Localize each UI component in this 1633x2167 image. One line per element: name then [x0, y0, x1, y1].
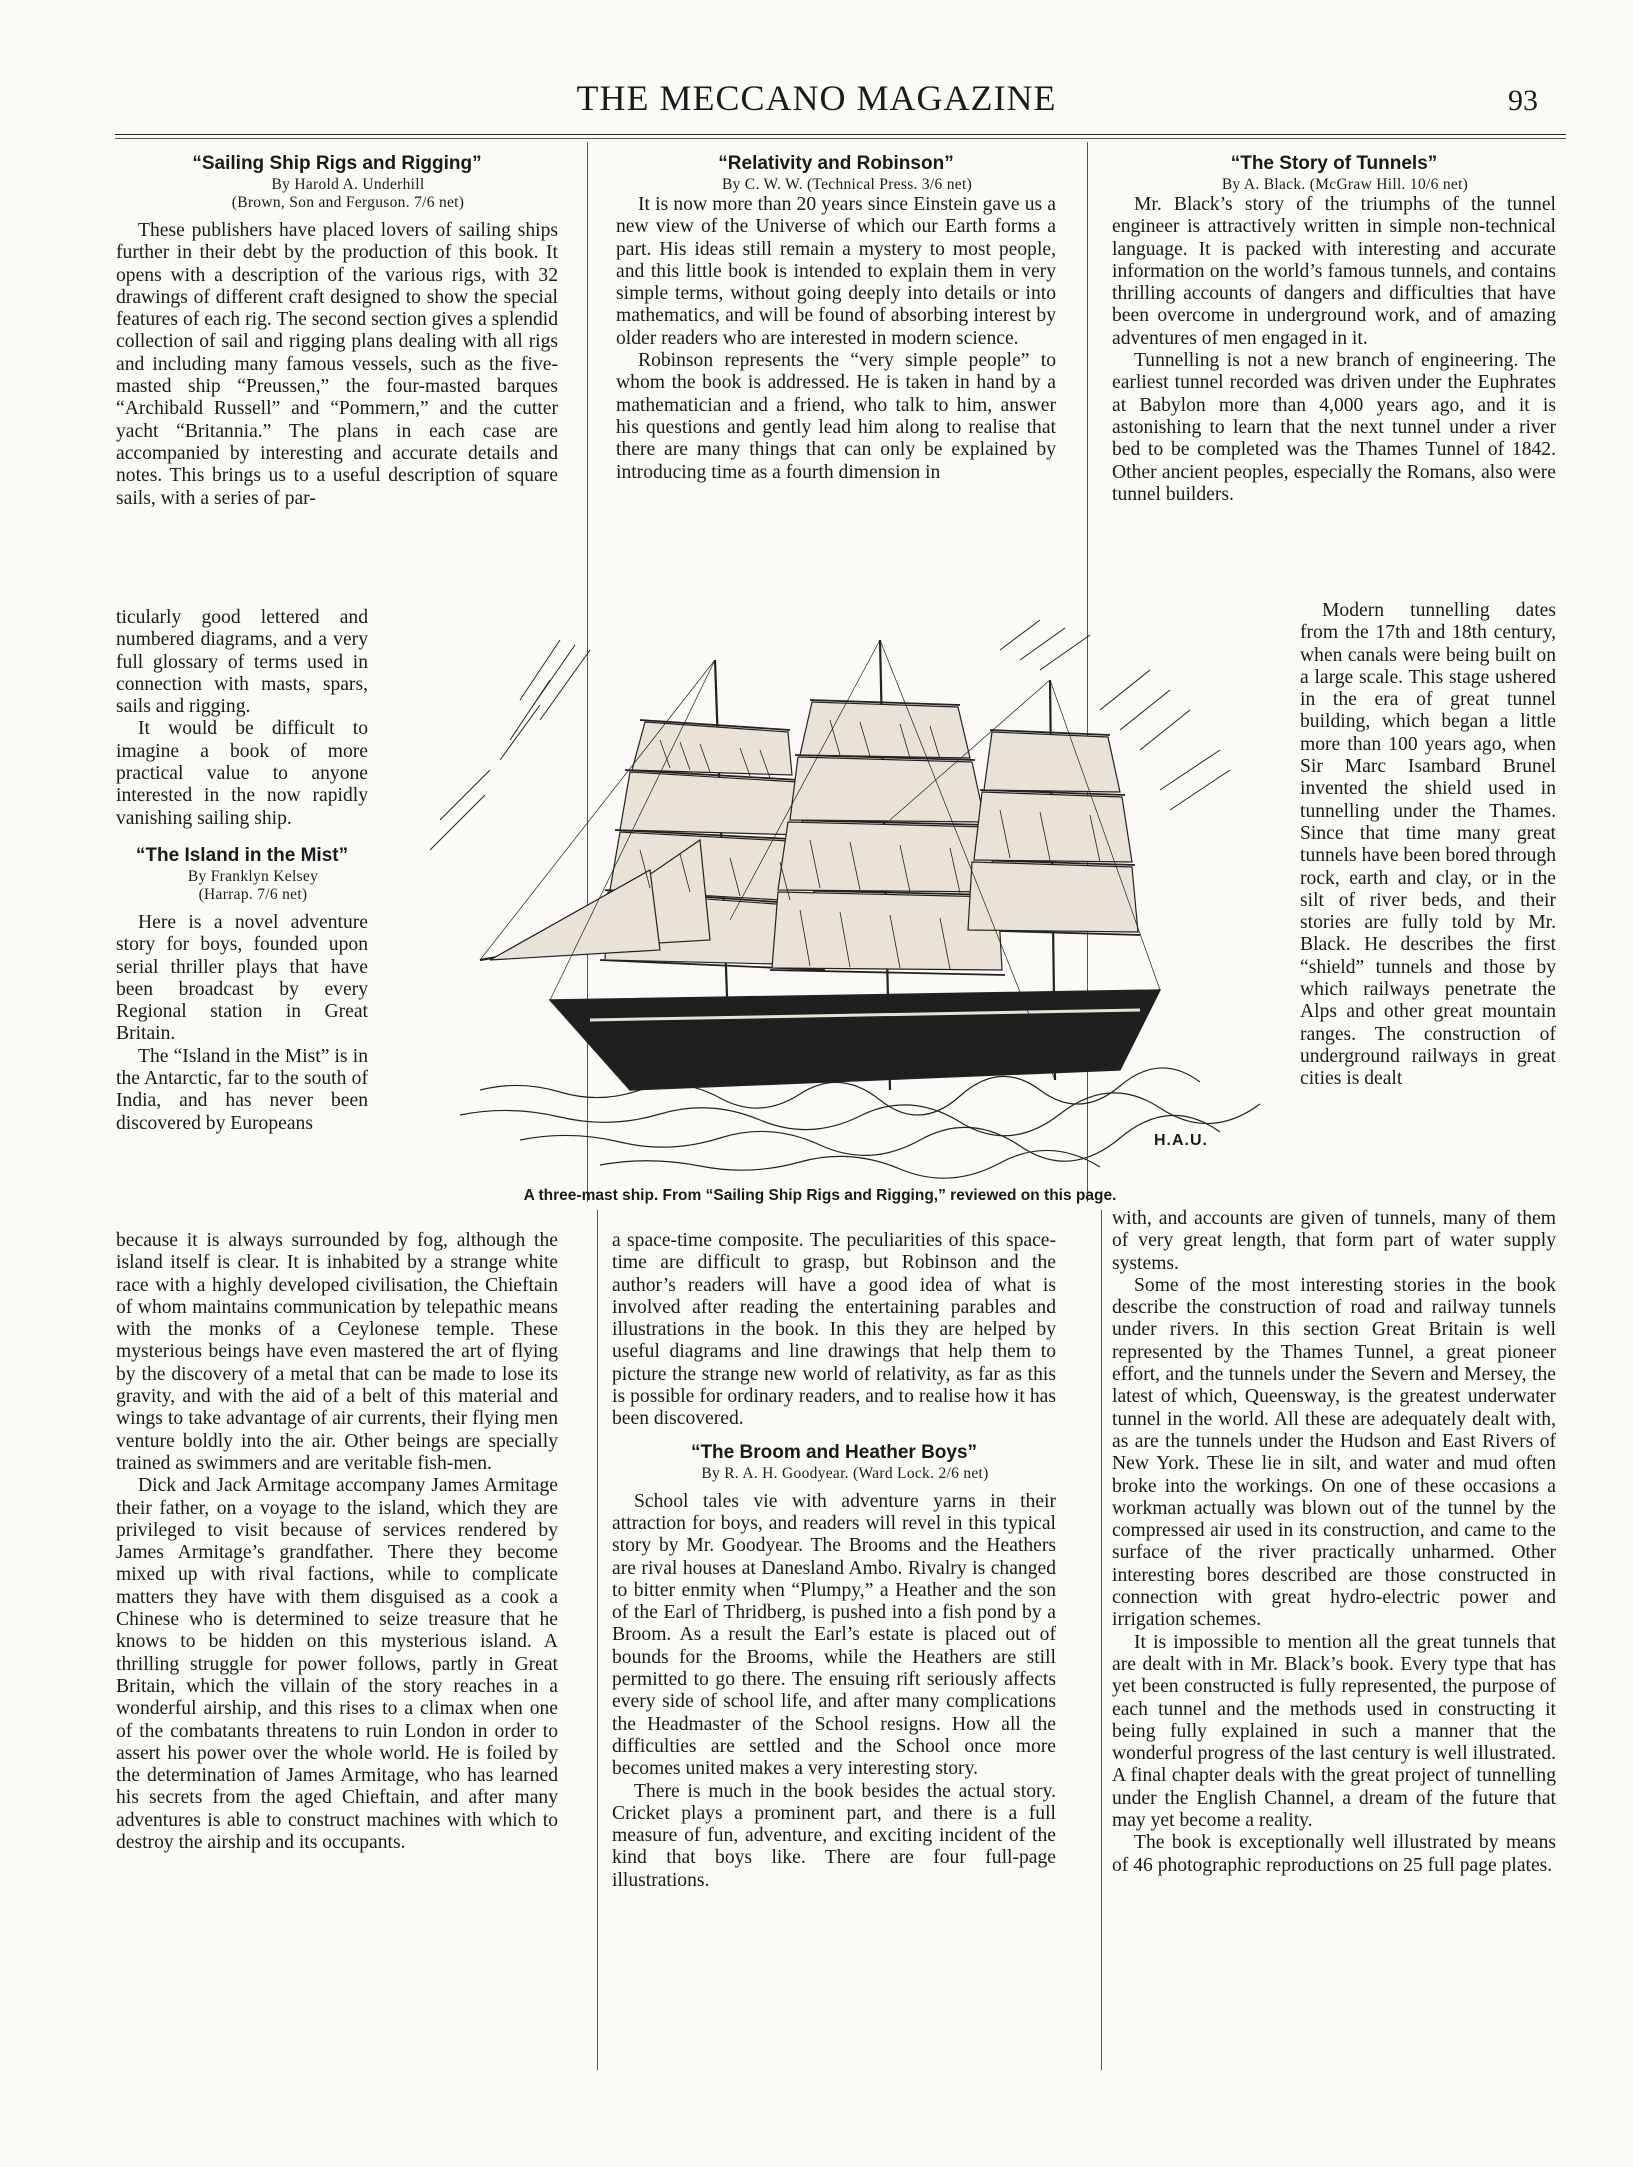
review-author: By R. A. H. Goodyear. (Ward Lock. 2/6 net) — [701, 1464, 989, 1482]
review-paragraph: Some of the most interesting stories in the book describe the construction of road and railway tunnels under rivers. In this section Great Britain is well represented by the Thames Tunnel, a great pioneer effort, and the tunnels under the Severn and Mersey, the latest of which, Queensway, is the greatest underwater tunnel in the world. All these are adequately dealt with, as are the tunnels under the Hudson and East Rivers of New York. These lie in silt, and water and mud often broke into the workings. On one of these occasions a workman actually was blown out of the tunnel by the compressed air used in its construction, and came to the surface of the river practically unharmed. Other interesting bores described are those constructed in connection with great hydro-electric power and irrigation schemes. — [1112, 1274, 1556, 1631]
column-2-bottom — [612, 1230, 1056, 1892]
review-paragraph: The “Island in the Mist” is in the Antarctic, far to the south of India, and has never been discovered by Europeans — [116, 1045, 368, 1134]
column-divider — [597, 1210, 598, 2070]
column-3-narrow — [1300, 600, 1556, 1091]
review-author: By C. W. W. (Technical Press. 3/6 net) — [721, 176, 973, 193]
review-title: “The Island in the Mist” — [135, 844, 349, 866]
review-author: By Franklyn Kelsey — [187, 867, 319, 885]
illustration-caption: A three-mast ship. From “Sailing Ship Rigs and Rigging,” reviewed on this page. — [523, 1187, 1117, 1204]
review-paragraph: with, and accounts are given of tunnels, many of them of very great length, that form part of water supply systems. — [1112, 1208, 1556, 1274]
review-author: By A. Black. (McGraw Hill. 10/6 net) — [1221, 176, 1469, 193]
review-paragraph: a space-time composite. The peculiarities of this space-time are difficult to grasp, but Robinson and the author’s readers will have a good idea of what is involved after reading the entertaining parables and illustrations in the book. In this they are helped by useful diagrams and line drawings that help them to picture the strange new world of relativity, as far as this is possible for ordinary readers, and to realise how it has been discovered. — [612, 1230, 1056, 1430]
review-paragraph: It is impossible to mention all the great tunnels that are dealt with in Mr. Black’s book. Every type that has yet been constructed is fully represented, the purpose of each tunnel and the methods used in constructing it being fully explained in such a manner that the wonderful progress of the last century is well illustrated. A final chapter deals with the great project of tunnelling under the English Channel, a dream of the future that may yet become a reality. — [1112, 1631, 1556, 1832]
review-paragraph: ticularly good lettered and numbered diagrams, and a very full glossary of terms used in connection with masts, spars, sails and rigging. — [116, 607, 368, 718]
ship-hull — [550, 990, 1160, 1090]
review-paragraph: These publishers have placed lovers of sailing ships further in their debt by the production of this book. It opens with a description of the various rigs, with 32 drawings of different craft designed to show the special features of each rig. The second section gives a splendid collection of sail and rigging plans dealing with all rigs and including many famous vessels, such as the five-masted ship “Preussen,” the four-masted barques “Archibald Russell” and “Pommern,” and the cutter yacht “Britannia.” The plans in each case are accompanied by interesting and accurate details and notes. This brings us to a useful description of square sails, with a series of par- — [116, 220, 558, 509]
page-number: 93 — [1508, 84, 1538, 117]
review-paragraph: The book is exceptionally well illustrated by means of 46 photographic reproductions on 25 full page plates. — [1112, 1832, 1556, 1876]
review-paragraph: Modern tunnelling dates from the 17th and 18th century, when canals were being built on a large scale. This stage ushered in the era of great tunnel building, which began a little more than 100 years ago, when Sir Marc Isambard Brunel invented the shield used in tunnelling under the Thames. Since that time many great tunnels have been bored through rock, earth and clay, or in the silt of river beds, and their stories are fully told by Mr. Black. He describes the first “shield” tunnels and those by which railways penetrate the Alps and other great mountain ranges. The construction of underground railways in great cities is dealt — [1300, 600, 1556, 1090]
review-title: “The Story of Tunnels” — [1230, 153, 1438, 174]
column-3-bottom — [1112, 1208, 1556, 1877]
header-rule — [115, 134, 1566, 139]
column-1-bottom — [116, 1230, 558, 1854]
review-paragraph: Mr. Black’s story of the triumphs of the tunnel engineer is attractively written in simple non-technical language. It is packed with interesting and accurate information on the world’s famous tunnels, and contains thrilling accounts of dangers and difficulties that have been overcome in underground work, and of amazing adventures of men engaged in it. — [1112, 194, 1556, 349]
page-header-title: THE MECCANO MAGAZINE — [576, 78, 1057, 118]
review-paragraph: Robinson represents the “very simple people” to whom the book is addressed. He is taken in hand by a mathematician and a friend, who talk to him, answer his questions and gently lead him along to realise that there are many things that can only be explained by introducing time as a fourth dimension in — [616, 350, 1056, 483]
column-1-narrow — [116, 607, 368, 1135]
review-title: “Relativity and Robinson” — [718, 153, 954, 174]
column-divider — [1101, 1210, 1102, 2070]
sails — [490, 702, 1138, 970]
review-paragraph: It would be difficult to imagine a book of more practical value to anyone interested in the now rapidly vanishing sailing ship. — [116, 718, 368, 829]
review-paragraph: Here is a novel adventure story for boys, founded upon serial thriller plays that have been broadcast by every Regional station in Great Britain. — [116, 911, 368, 1045]
review-title: “Sailing Ship Rigs and Rigging” — [192, 153, 482, 174]
column-1 — [116, 152, 558, 510]
review-paragraph: There is much in the book besides the actual story. Cricket plays a prominent part, and there is a full measure of fun, adventure, and exciting incident of the kind that boys like. There are four full-page illustrations. — [612, 1780, 1056, 1891]
review-paragraph: Tunnelling is not a new branch of engineering. The earliest tunnel recorded was driven under the Euphrates at Babylon more than 4,000 years ago, and it is astonishing to learn that the next tunnel under a river bed to be completed was the Thames Tunnel of 1842. Other ancient peoples, especially the Romans, also were tunnel builders. — [1112, 350, 1556, 505]
review-author: By Harold A. Underhill — [271, 176, 425, 193]
column-3 — [1112, 152, 1556, 506]
sea-waves — [460, 1068, 1260, 1178]
ship-illustration — [400, 620, 1280, 1180]
review-paragraph: It is now more than 20 years since Einstein gave us a new view of the Universe of which our Earth forms a part. His ideas still remain a mystery to most people, and this little book is intended to explain them in very simple terms, without going deeply into details or into mathematics, and will be found of absorbing interest by older readers who are interested in modern science. — [616, 194, 1056, 349]
artist-signature: H.A.U. — [1154, 1132, 1208, 1149]
review-paragraph: because it is always surrounded by fog, although the island itself is clear. It is inhabited by a strange white race with a highly developed civilisation, the Chieftain of whom maintains communication by telepathic means with the monks of a Ceylonese temple. These mysterious beings have even mastered the art of flying by the discovery of a metal that can be made to lose its gravity, and with the aid of a belt of this material and wings to take advantage of air currents, their flying men venture boldly into the air. Other beings are specially trained as swimmers and are veritable fish-men. — [116, 1230, 558, 1474]
column-2 — [616, 152, 1056, 484]
review-publisher: (Harrap. 7/6 net) — [198, 885, 308, 903]
review-paragraph: Dick and Jack Armitage accompany James Armitage their father, on a voyage to the island, which they are privileged to visit because of services rendered by James Armitage’s grandfather. There they become mixed up with rival factions, while to complicate matters they have with them disguised as a cook a Chinese who is determined to seize treasure that he knows to be hidden on this mysterious island. A thrilling struggle for power follows, partly in Great Britain, which the villain of the story reaches in a wonderful airship, and this rises to a climax when one of the combatants threatens to ruin London in order to assert his power over the whole world. He is foiled by the determination of James Armitage, who has learned his secrets from the aged Chieftain, and after many adventures is able to construct machines with which to destroy the airship and its occupants. — [116, 1475, 558, 1854]
review-paragraph: School tales vie with adventure yarns in their attraction for boys, and readers will revel in this typical story by Mr. Goodyear. The Brooms and the Heathers are rival houses at Danesland Ambo. Rivalry is changed to bitter enmity when “Plumpy,” a Heather and the son of the Earl of Thridberg, is pushed into a fish pond by a Broom. As a result the Earl’s estate is placed out of bounds for the Brooms, while the Heathers are still permitted to go there. The ensuing rift seriously affects every side of school life, and after many complications the Headmaster of the School resigns. How all the difficulties are settled and the School once more becomes united makes a very interesting story. — [612, 1490, 1056, 1780]
review-publisher: (Brown, Son and Ferguson. 7/6 net) — [231, 194, 465, 211]
review-title: “The Broom and Heather Boys” — [690, 1441, 978, 1463]
